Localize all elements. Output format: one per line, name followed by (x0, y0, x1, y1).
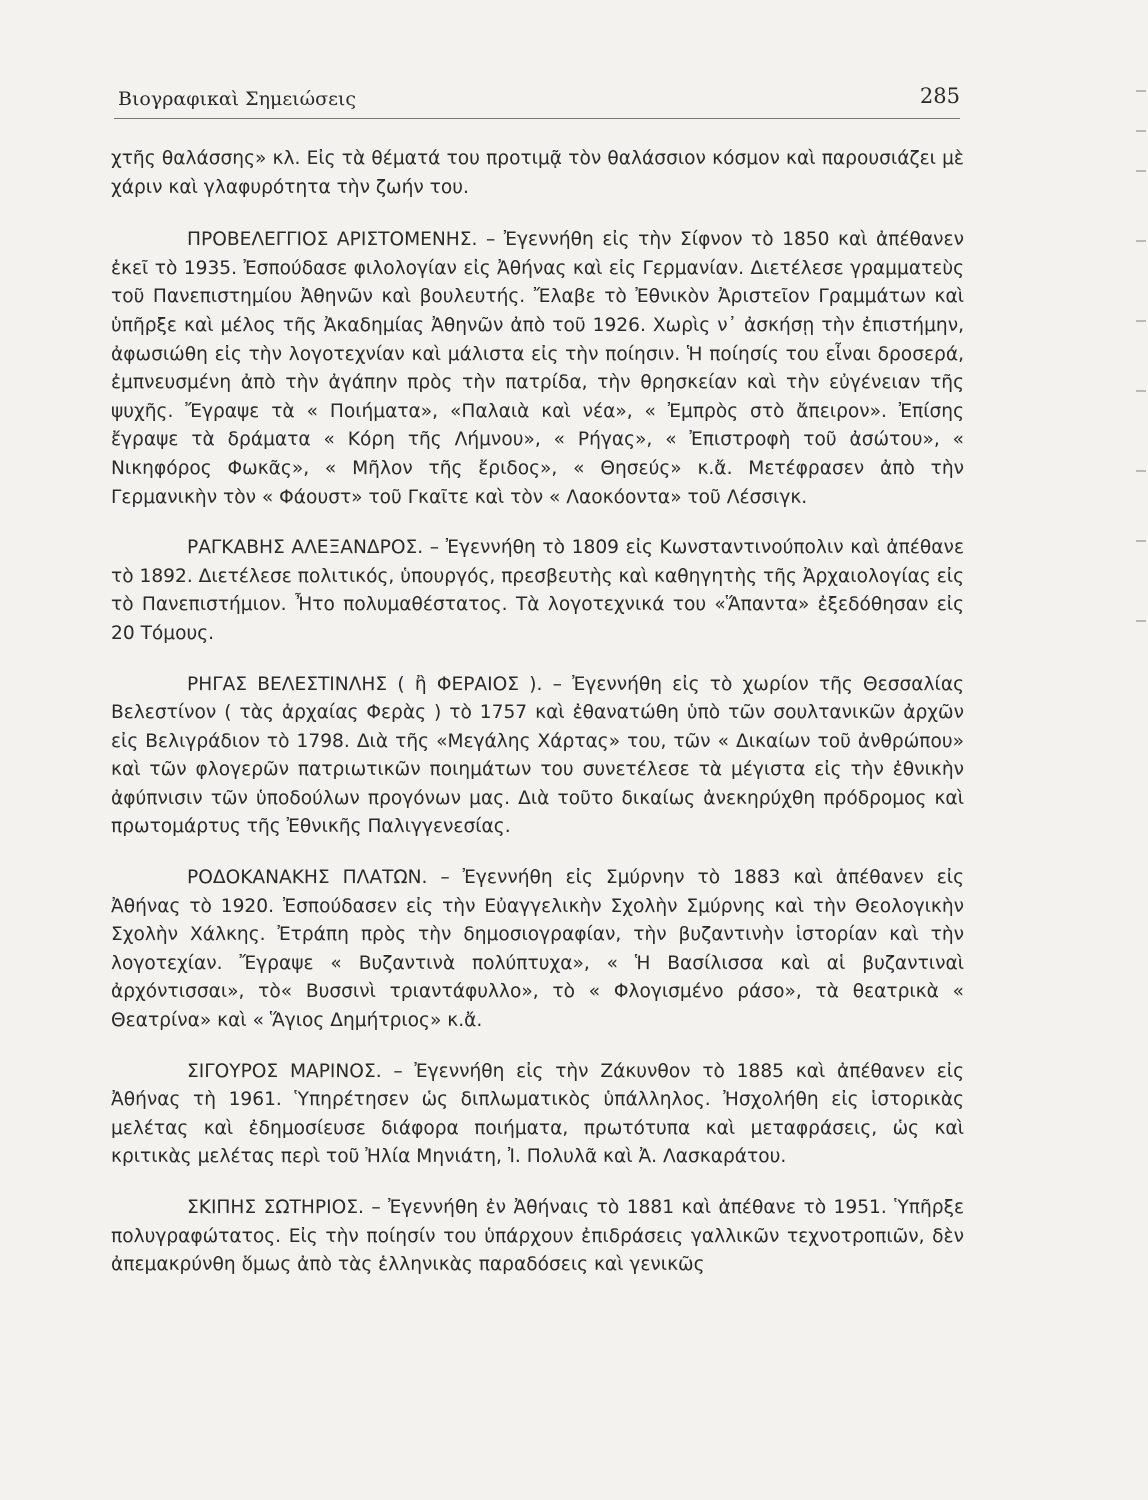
entry-sigouros: ΣΙΓΟΥΡΟΣ ΜΑΡΙΝΟΣ. – Ἐγεννήθη εἰς τὴν Ζάκυνθον τὸ 1885 καὶ ἀπέθανεν εἰς Ἀθήνας τὴ 1961. Ὑπηρέτησεν ὡς διπλωματικὸς ὑπάλληλος. Ἠσχολήθη εἰς ἱστορικὰς μελέτας καὶ ἐδημοσίευσε διάφορα ποιήματα, πρωτότυπα καὶ μεταφράσεις, ὡς καὶ κριτικὰς μελέτας περὶ τοῦ Ἠλία Μηνιάτη, Ἰ. Πολυλᾶ καὶ Ἀ. Λασκαράτου. (111, 1060, 964, 1168)
entry-rangavis: ΡΑΓΚΑΒΗΣ ΑΛΕΞΑΝΔΡΟΣ. – Ἐγεννήθη τὸ 1809 εἰς Κωνσταντινούπολιν καὶ ἀπέθανε τὸ 1892. Διετέλεσε πολιτικός, ὑπουργός, πρεσβευτὴς καὶ καθηγητὴς τῆς Ἀρχαιολογίας εἰς τὸ Πανεπιστήμιον. Ἦτο πολυμαθέστατος. Τὰ λογοτεχνικά του «Ἅπαντα» ἐξεδόθησαν εἰς 20 Τόμους. (111, 537, 964, 644)
entry-rigas-velestinlis: ΡΗΓΑΣ ΒΕΛΕΣΤΙΝΛΗΣ ( ἢ ΦΕΡΑΙΟΣ ). – Ἐγεννήθη εἰς τὸ χωρίον τῆς Θεσσαλίας Βελεστίνον ( τὰς ἀρχαίας Φερὰς ) τὸ 1757 καὶ ἐθανατώθη ὑπὸ τῶν σουλτανικῶν ἀρχῶν εἰς Βελιγράδιον τὸ 1798. Διὰ τῆς «Μεγάλης Χάρτας» του, τῶν « Δικαίων τοῦ ἀνθρώπου» καὶ τῶν φλογερῶν πατριωτικῶν ποιημάτων του συνετέλεσε τὰ μέγιστα εἰς τὴν ἐθνικὴν ἀφύπνισιν τῶν ὑποδούλων προγόνων μας. Διὰ τοῦτο δικαίως ἀνεκηρύχθη πρόδρομος καὶ πρωτομάρτυς τῆς Ἐθνικῆς Παλιγγενεσίας. (111, 673, 964, 838)
bleed-through-edge (1130, 60, 1148, 760)
page-body (111, 145, 964, 1302)
page-number: 285 (919, 84, 960, 108)
page-header (114, 82, 960, 119)
entry-rodokanakis: ΡΟΔΟΚΑΝΑΚΗΣ ΠΛΑΤΩΝ. – Ἐγεννήθη εἰς Σμύρνην τὸ 1883 καὶ ἀπέθανεν εἰς Ἀθήνας τὸ 1920. Ἐσπούδασεν εἰς τὴν Εὐαγγελικὴν Σχολὴν Σμύρνης καὶ τὴν Θεολογικὴν Σχολὴν Χάλκης. Ἐτράπη πρὸς τὴν δημοσιογραφίαν, τὴν βυζαντινὴν ἱστορίαν καὶ τὴν λογοτεχίαν. Ἔγραψε « Βυζαντινὰ πολύπτυχα», « Ἡ Βασίλισσα καὶ αἱ βυζαντιναὶ ἀρχόντισσαι», τὸ« Βυσσινὶ τριαντάφυλλο», τὸ « Φλογισμένο ράσο», τὰ θεατρικὰ « Θεατρίνα» καὶ « Ἅγιος Δημήτριος» κ.ἄ. (111, 867, 964, 1032)
paragraph-continuation: χτῆς θαλάσσης» κλ. Εἰς τὰ θέματά του προτιμᾷ τὸν θαλάσσιον κόσμον καὶ παρουσιάζει μὲ χάριν καὶ γλαφυρότητα τὴν ζωήν του. (111, 148, 964, 198)
entry-provelengios: ΠΡΟΒΕΛΕΓΓΙΟΣ ΑΡΙΣΤΟΜΕΝΗΣ. – Ἐγεννήθη εἰς τὴν Σίφνον τὸ 1850 καὶ ἀπέθανεν ἐκεῖ τὸ 1935. Ἐσπούδασε φιλολογίαν εἰς Ἀθήνας καὶ εἰς Γερμανίαν. Διετέλεσε γραμματεὺς τοῦ Πανεπιστημίου Ἀθηνῶν καὶ βουλευτής. Ἔλαβε τὸ Ἐθνικὸν Ἀριστεῖον Γραμμάτων καὶ ὑπῆρξε καὶ μέλος τῆς Ἀκαδημίας Ἀθηνῶν ἀπὸ τοῦ 1926. Χωρὶς ν᾿ ἀσκήσῃ τὴν ἐπιστήμην, ἀφωσιώθη εἰς τὴν λογοτεχνίαν καὶ μάλιστα εἰς τὴν ποίησιν. Ἡ ποίησίς του εἶναι δροσερά, ἐμπνευσμένη ἀπὸ τὴν ἀγάπην πρὸς τὴν πατρίδα, τὴν θρησκείαν καὶ τὴν εὐγένειαν τῆς ψυχῆς. Ἔγραψε τὰ « Ποιήματα», «Παλαιὰ καὶ νέα», « Ἐμπρὸς στὸ ἄπειρον». Ἐπίσης ἔγραψε τὰ δράματα « Κόρη τῆς Λήμνου», « Ρήγας», « Ἐπιστροφὴ τοῦ ἀσώτου», « Νικηφόρος Φωκᾶς», « Μῆλον τῆς ἔριδος», « Θησεύς» κ.ἄ. Μετέφρασεν ἀπὸ τὴν Γερμανικὴν τὸν « Φάουστ» τοῦ Γκαῖτε καὶ τὸν « Λαοκόοντα» τοῦ Λέσσιγκ. (111, 229, 964, 508)
entry-skipis: ΣΚΙΠΗΣ ΣΩΤΗΡΙΟΣ. – Ἐγεννήθη ἐν Ἀθήναις τὸ 1881 καὶ ἀπέθανε τὸ 1951. Ὑπῆρξε πολυγραφώτατος. Εἰς τὴν ποίησίν του ὑπάρχουν ἐπιδράσεις γαλλικῶν τεχνοτροπιῶν, δὲν ἀπεμακρύνθη ὅμως ἀπὸ τὰς ἑλληνικὰς παραδόσεις καὶ γενικῶς (111, 1197, 964, 1276)
running-title: Βιογραφικαὶ Σημειώσεις (118, 88, 357, 110)
